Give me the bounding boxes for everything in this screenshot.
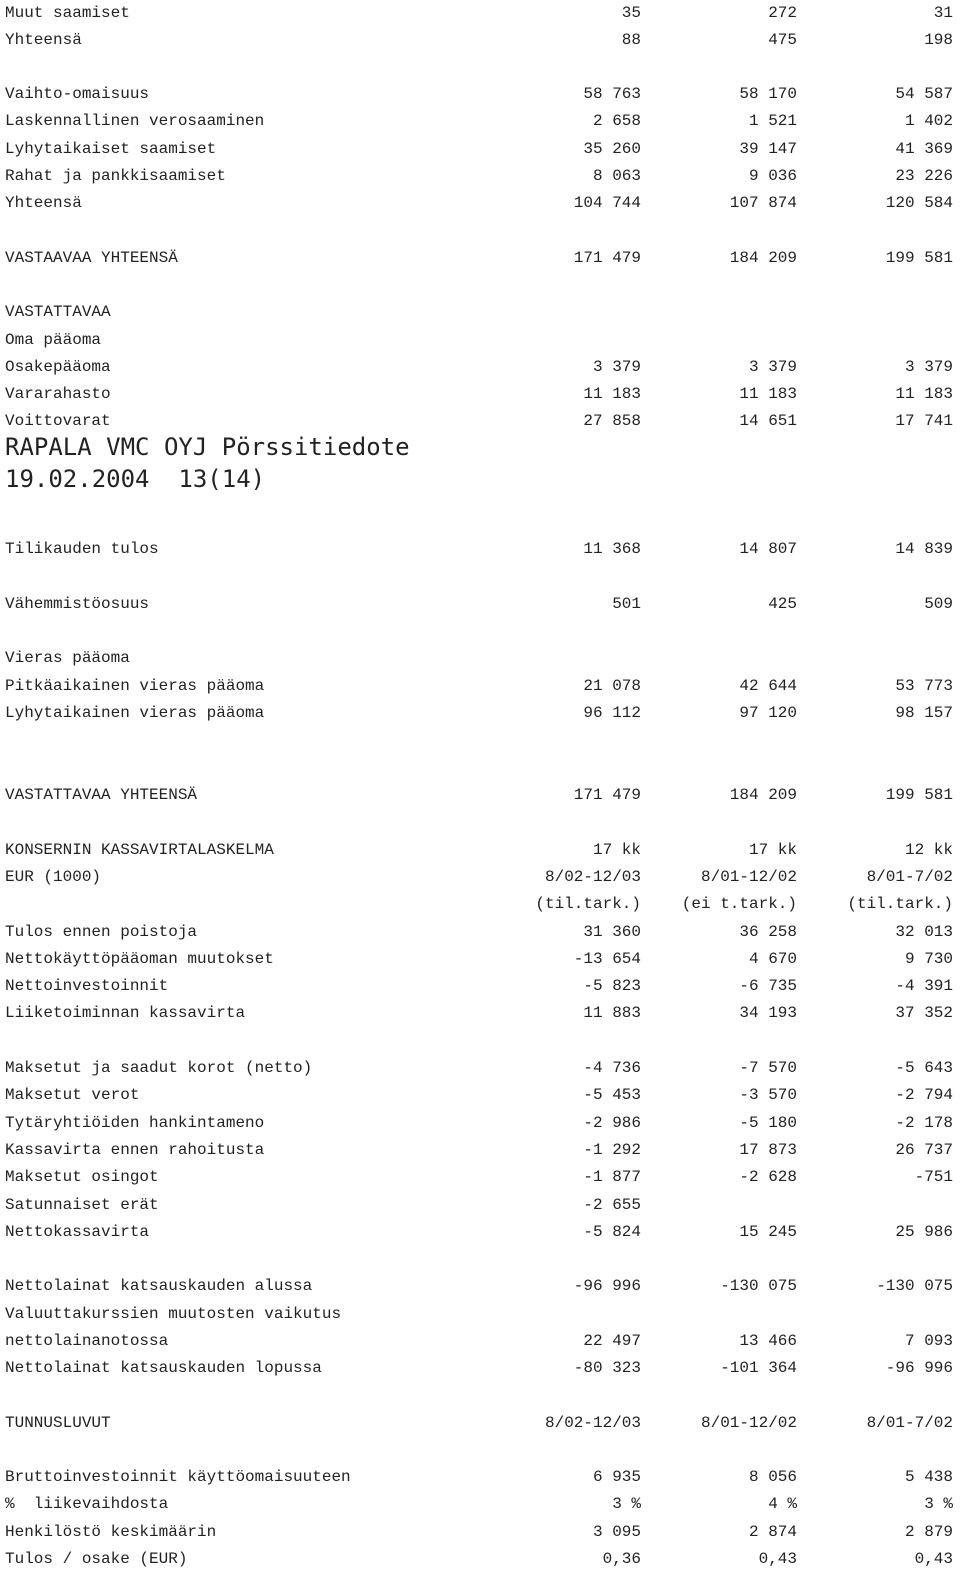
value-col2: 425 — [768, 595, 797, 613]
row-label: Maksetut ja saadut korot (netto) — [5, 1059, 313, 1077]
table-row — [0, 1110, 960, 1137]
row-label: TUNNUSLUVUT — [5, 1414, 111, 1432]
value-col3: -4 391 — [895, 977, 953, 995]
value-col1: (til.tark.) — [535, 895, 641, 913]
value-col1: -2 986 — [583, 1114, 641, 1132]
value-col1: 171 479 — [573, 786, 641, 804]
value-col3: 26 737 — [895, 1141, 953, 1159]
value-col2: 4 % — [768, 1495, 797, 1513]
value-col1: 8/02-12/03 — [544, 1414, 641, 1432]
table-row — [0, 1219, 960, 1246]
value-col3: 54 587 — [895, 85, 953, 103]
value-col2: 1 521 — [748, 112, 797, 130]
value-col2: 34 193 — [739, 1004, 797, 1022]
value-col1: -5 824 — [583, 1223, 641, 1241]
value-col2: -101 364 — [720, 1359, 797, 1377]
table-row — [0, 645, 960, 672]
row-label: Kassavirta ennen rahoitusta — [5, 1141, 265, 1159]
value-col2: 36 258 — [739, 923, 797, 941]
value-col1: 88 — [621, 31, 641, 49]
value-col3: -5 643 — [895, 1059, 953, 1077]
table-row — [0, 1546, 960, 1573]
value-col2: -130 075 — [720, 1277, 797, 1295]
value-col3: 199 581 — [885, 249, 953, 267]
value-col3: -96 996 — [885, 1359, 953, 1377]
value-col2: 14 651 — [739, 412, 797, 430]
table-row — [0, 1410, 960, 1437]
value-col1: 96 112 — [583, 704, 641, 722]
value-col2: 15 245 — [739, 1223, 797, 1241]
value-col3: 3 % — [924, 1495, 953, 1513]
table-row — [0, 327, 960, 354]
row-label: Osakepääoma — [5, 358, 111, 376]
row-label: Nettolainat katsauskauden lopussa — [5, 1359, 322, 1377]
row-label: Tulos ennen poistoja — [5, 923, 198, 941]
table-row — [0, 973, 960, 1000]
table-row — [0, 163, 960, 190]
row-label: KONSERNIN KASSAVIRTALASKELMA — [5, 841, 274, 859]
value-col3: 25 986 — [895, 1223, 953, 1241]
row-label: Vieras pääoma — [5, 649, 130, 667]
value-col3: 11 183 — [895, 385, 953, 403]
value-col3: 12 kk — [904, 841, 953, 859]
table-row — [0, 245, 960, 272]
value-col2: 58 170 — [739, 85, 797, 103]
value-col2: 184 209 — [729, 249, 797, 267]
row-label: Yhteensä — [5, 31, 82, 49]
table-row — [0, 408, 960, 435]
value-col1: -2 655 — [583, 1196, 641, 1214]
row-label: Nettolainat katsauskauden alussa — [5, 1277, 313, 1295]
value-col3: 0,43 — [914, 1550, 953, 1568]
value-col2: 272 — [768, 4, 797, 22]
table-row — [0, 1137, 960, 1164]
table-row — [0, 700, 960, 727]
value-col2: -2 628 — [739, 1168, 797, 1186]
value-col1: 11 368 — [583, 540, 641, 558]
value-col1: 3 095 — [592, 1523, 641, 1541]
row-label: Satunnaiset erät — [5, 1196, 159, 1214]
value-col3: -751 — [914, 1168, 953, 1186]
row-label: Tulos / osake (EUR) — [5, 1550, 188, 1568]
value-col1: -5 453 — [583, 1086, 641, 1104]
row-label: Nettokäyttöpääoman muutokset — [5, 950, 274, 968]
row-label: Tilikauden tulos — [5, 540, 159, 558]
value-col1: 501 — [612, 595, 641, 613]
value-col3: 14 839 — [895, 540, 953, 558]
row-label: Nettoinvestoinnit — [5, 977, 169, 995]
table-row — [0, 536, 960, 563]
value-col1: 0,36 — [602, 1550, 641, 1568]
table-row — [0, 1301, 960, 1328]
table-row — [0, 1082, 960, 1109]
value-col2: 42 644 — [739, 677, 797, 695]
row-label: Vararahasto — [5, 385, 111, 403]
value-col1: 8/02-12/03 — [544, 868, 641, 886]
table-row — [0, 1192, 960, 1219]
value-col1: 171 479 — [573, 249, 641, 267]
table-row — [0, 782, 960, 809]
value-col1: 3 379 — [592, 358, 641, 376]
value-col3: -2 178 — [895, 1114, 953, 1132]
value-col3: -130 075 — [876, 1277, 953, 1295]
value-col2: 4 670 — [748, 950, 797, 968]
row-label: Valuuttakurssien muutosten vaikutus — [5, 1305, 342, 1323]
value-col2: 0,43 — [758, 1550, 797, 1568]
table-row — [0, 1355, 960, 1382]
row-label: Lyhytaikaiset saamiset — [5, 140, 217, 158]
row-label: nettolainanotossa — [5, 1332, 169, 1350]
row-label: Vaihto-omaisuus — [5, 85, 150, 103]
table-row — [0, 354, 960, 381]
value-col2: -3 570 — [739, 1086, 797, 1104]
value-col1: -5 823 — [583, 977, 641, 995]
row-label: Voittovarat — [5, 412, 111, 430]
row-label: Muut saamiset — [5, 4, 130, 22]
value-col1: 27 858 — [583, 412, 641, 430]
value-col2: 97 120 — [739, 704, 797, 722]
value-col3: 509 — [924, 595, 953, 613]
value-col1: 35 — [621, 4, 641, 22]
table-row — [0, 190, 960, 217]
table-row — [0, 27, 960, 54]
value-col3: 98 157 — [895, 704, 953, 722]
value-col2: 2 874 — [748, 1523, 797, 1541]
value-col2: 475 — [768, 31, 797, 49]
table-row — [0, 1519, 960, 1546]
value-col2: 8/01-12/02 — [700, 1414, 797, 1432]
row-label: VASTATTAVAA — [5, 303, 111, 321]
value-col2: 39 147 — [739, 140, 797, 158]
table-row — [0, 864, 960, 891]
value-col1: 2 658 — [592, 112, 641, 130]
value-col3: 23 226 — [895, 167, 953, 185]
value-col3: 17 741 — [895, 412, 953, 430]
value-col3: 41 369 — [895, 140, 953, 158]
value-col3: 1 402 — [904, 112, 953, 130]
value-col2: 14 807 — [739, 540, 797, 558]
value-col3: 31 — [933, 4, 953, 22]
value-col3: 198 — [924, 31, 953, 49]
value-col2: -6 735 — [739, 977, 797, 995]
value-col1: 35 260 — [583, 140, 641, 158]
value-col1: -96 996 — [573, 1277, 641, 1295]
row-label: EUR (1000) — [5, 868, 102, 886]
row-label: Liiketoiminnan kassavirta — [5, 1004, 246, 1022]
value-col1: 11 183 — [583, 385, 641, 403]
value-col2: 17 873 — [739, 1141, 797, 1159]
table-row — [0, 946, 960, 973]
row-label: Henkilöstö keskimäärin — [5, 1523, 217, 1541]
row-label: Bruttoinvestoinnit käyttöomaisuuteen — [5, 1468, 351, 1486]
value-col2: 17 kk — [748, 841, 797, 859]
value-col3: 7 093 — [904, 1332, 953, 1350]
value-col2: 11 183 — [739, 385, 797, 403]
row-label: Pitkäaikainen vieras pääoma — [5, 677, 265, 695]
value-col2: 107 874 — [729, 194, 797, 212]
table-row — [0, 299, 960, 326]
row-label: Maksetut verot — [5, 1086, 140, 1104]
value-col3: 32 013 — [895, 923, 953, 941]
value-col1: 22 497 — [583, 1332, 641, 1350]
row-label: VASTATTAVAA YHTEENSÄ — [5, 786, 198, 804]
value-col3: -2 794 — [895, 1086, 953, 1104]
value-col2: -7 570 — [739, 1059, 797, 1077]
row-label: Tytäryhtiöiden hankintameno — [5, 1114, 265, 1132]
table-row — [0, 108, 960, 135]
table-row — [0, 591, 960, 618]
table-row — [0, 837, 960, 864]
table-row — [0, 1328, 960, 1355]
header-title: RAPALA VMC OYJ Pörssitiedote — [5, 433, 410, 461]
value-col1: -13 654 — [573, 950, 641, 968]
value-col2: 184 209 — [729, 786, 797, 804]
value-col3: 8/01-7/02 — [866, 1414, 953, 1432]
value-col3: 9 730 — [904, 950, 953, 968]
table-row — [0, 81, 960, 108]
table-row — [0, 0, 960, 27]
value-col2: (ei t.tark.) — [681, 895, 797, 913]
table-row — [0, 1464, 960, 1491]
table-row — [0, 891, 960, 918]
value-col1: 11 883 — [583, 1004, 641, 1022]
value-col1: -1 292 — [583, 1141, 641, 1159]
value-col1: 58 763 — [583, 85, 641, 103]
value-col2: 13 466 — [739, 1332, 797, 1350]
table-row — [0, 919, 960, 946]
row-label: Laskennallinen verosaaminen — [5, 112, 265, 130]
value-col3: 120 584 — [885, 194, 953, 212]
value-col1: 31 360 — [583, 923, 641, 941]
row-label: Rahat ja pankkisaamiset — [5, 167, 226, 185]
table-row — [0, 1491, 960, 1518]
value-col2: -5 180 — [739, 1114, 797, 1132]
value-col3: 53 773 — [895, 677, 953, 695]
value-col3: 199 581 — [885, 786, 953, 804]
value-col1: 21 078 — [583, 677, 641, 695]
row-label: Nettokassavirta — [5, 1223, 150, 1241]
value-col1: 17 kk — [592, 841, 641, 859]
table-row — [0, 1273, 960, 1300]
row-label: Maksetut osingot — [5, 1168, 159, 1186]
table-row — [0, 381, 960, 408]
table-row — [0, 1164, 960, 1191]
value-col3: (til.tark.) — [847, 895, 953, 913]
table-row — [0, 1055, 960, 1082]
value-col2: 8/01-12/02 — [700, 868, 797, 886]
value-col2: 3 379 — [748, 358, 797, 376]
value-col2: 8 056 — [748, 1468, 797, 1486]
value-col3: 2 879 — [904, 1523, 953, 1541]
row-label: Vähemmistöosuus — [5, 595, 150, 613]
value-col3: 37 352 — [895, 1004, 953, 1022]
value-col1: 104 744 — [573, 194, 641, 212]
row-label: Lyhytaikainen vieras pääoma — [5, 704, 265, 722]
value-col1: 8 063 — [592, 167, 641, 185]
value-col1: -80 323 — [573, 1359, 641, 1377]
value-col1: 3 % — [612, 1495, 641, 1513]
header-date-page: 19.02.2004 13(14) — [5, 465, 266, 493]
value-col3: 8/01-7/02 — [866, 868, 953, 886]
row-label: Oma pääoma — [5, 331, 102, 349]
value-col1: -1 877 — [583, 1168, 641, 1186]
value-col2: 9 036 — [748, 167, 797, 185]
row-label: VASTAAVAA YHTEENSÄ — [5, 249, 178, 267]
value-col3: 5 438 — [904, 1468, 953, 1486]
value-col1: 6 935 — [592, 1468, 641, 1486]
table-row — [0, 136, 960, 163]
table-row — [0, 1000, 960, 1027]
table-row — [0, 673, 960, 700]
row-label: % liikevaihdosta — [5, 1495, 169, 1513]
row-label: Yhteensä — [5, 194, 82, 212]
value-col3: 3 379 — [904, 358, 953, 376]
value-col1: -4 736 — [583, 1059, 641, 1077]
